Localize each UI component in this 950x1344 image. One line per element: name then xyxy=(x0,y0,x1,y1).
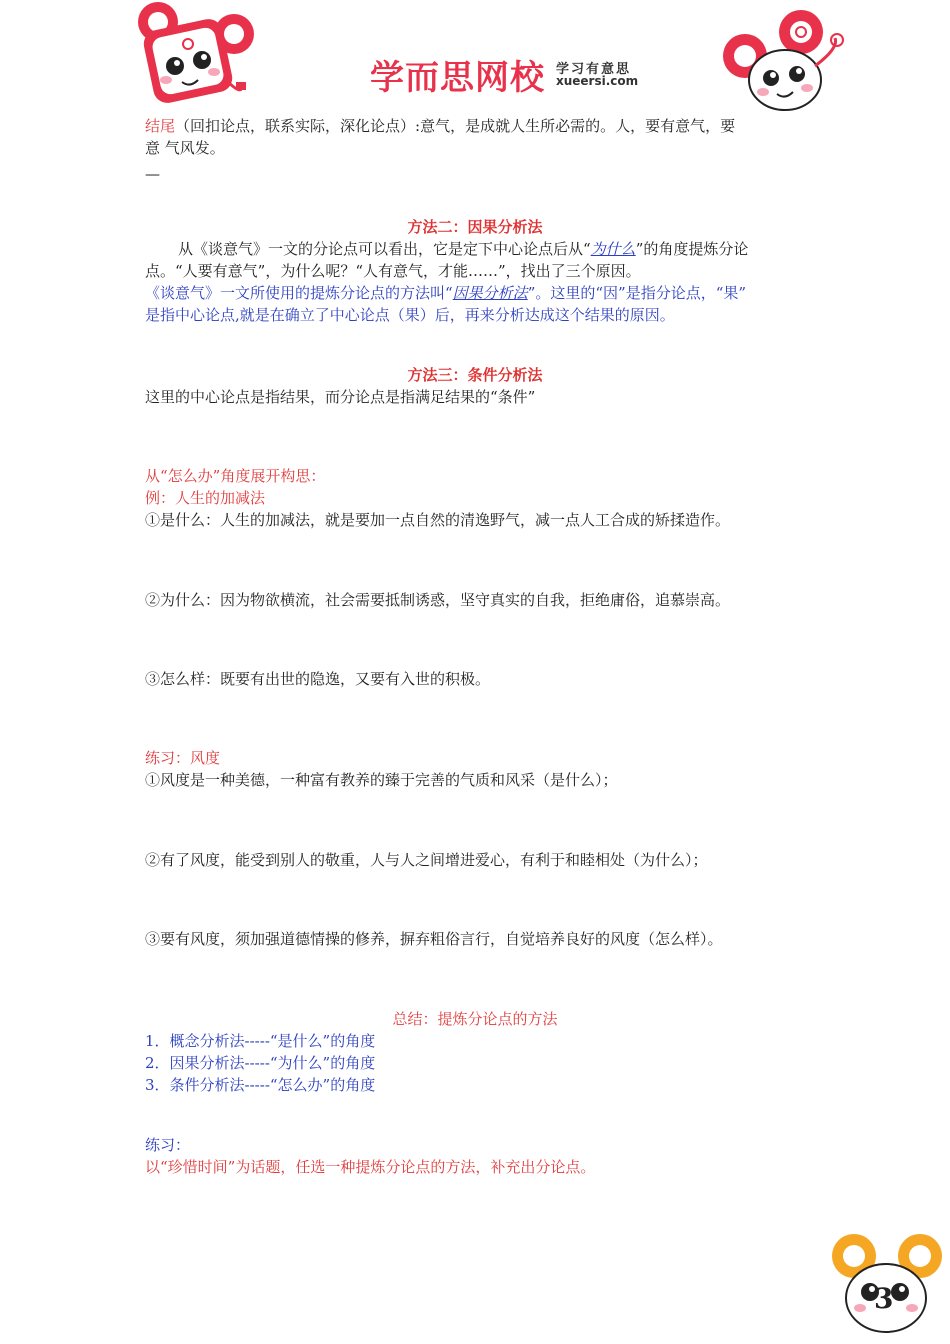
ending-line-2: 意 气风发。 xyxy=(145,139,225,157)
mascot-left-icon xyxy=(130,0,260,110)
practice2-title: 练习： xyxy=(145,1136,191,1154)
example-title: 例：人生的加减法 xyxy=(145,489,266,507)
method2-p3-text-b: ”。这里的“因”是指分论点，“果” xyxy=(527,284,747,302)
method2-paragraph-2: 点。“人要有意气”，为什么呢？“人有意气，才能……”，找出了三个原因。 xyxy=(145,262,641,280)
method3-heading: 方法三：条件分析法 xyxy=(407,366,543,384)
method2-heading: 方法二：因果分析法 xyxy=(407,218,543,236)
ending-line-1 xyxy=(145,115,735,137)
practice1-item-2: ②有了风度，能受到别人的敬重，人与人之间增进爱心，有利于和睦相处（为什么）； xyxy=(145,851,708,869)
method3-paragraph-1: 这里的中心论点是指结果，而分论点是指满足结果的“条件” xyxy=(145,388,536,406)
mascot-right-icon xyxy=(715,8,855,118)
brand-logo-text: 学而思网校 xyxy=(370,58,545,98)
method2-p1-emphasis: 为什么 xyxy=(590,240,636,258)
summary-heading: 总结：提炼分论点的方法 xyxy=(392,1010,558,1028)
example-lead: 从“怎么办”角度展开构思： xyxy=(145,467,326,485)
summary-item-3: 3．条件分析法-----“怎么办”的角度 xyxy=(145,1076,376,1094)
page-number: 3 xyxy=(874,1282,894,1315)
brand-url: xueersi.com xyxy=(556,74,639,88)
summary-item-1: 1．概念分析法-----“是什么”的角度 xyxy=(145,1032,376,1050)
practice1-title: 练习：风度 xyxy=(145,749,221,767)
practice1-item-3: ③要有风度，须加强道德情操的修养，摒弃粗俗言行，自觉培养良好的风度（怎么样）。 xyxy=(145,930,723,948)
method2-p3-text-a: 《谈意气》一文所使用的提炼分论点的方法叫“ xyxy=(145,284,453,302)
practice2-task: 以“珍惜时间”为话题，任选一种提炼分论点的方法，补充出分论点。 xyxy=(145,1158,596,1176)
summary-item-2: 2．因果分析法-----“为什么”的角度 xyxy=(145,1054,376,1072)
ending-text-1: （回扣论点，联系实际，深化论点）:意气，是成就人生所必需的。人，要有意气，要 xyxy=(175,117,736,135)
method2-p1-text-a: 从《谈意气》一文的分论点可以看出，它是定下中心论点后从“ xyxy=(178,240,591,258)
practice1-item-1: ①风度是一种美德，一种富有教养的臻于完善的气质和风采（是什么）； xyxy=(145,771,618,789)
method2-paragraph-3 xyxy=(145,282,746,304)
ending-label: 结尾 xyxy=(145,117,176,135)
dash-mark: — xyxy=(145,165,160,183)
example-item-1: ①是什么：人生的加减法，就是要加一点自然的清逸野气，减一点人工合成的矫揉造作。 xyxy=(145,511,731,529)
brand-slogan: 学习有意思 xyxy=(556,62,632,77)
method2-p3-emphasis: 因果分析法 xyxy=(452,284,528,302)
method2-p1-text-b: ”的角度提炼分论 xyxy=(635,240,749,258)
method2-paragraph-1 xyxy=(178,238,748,260)
example-item-2: ②为什么：因为物欲横流，社会需要抵制诱惑，坚守真实的自我，拒绝庸俗，追慕崇高。 xyxy=(145,591,731,609)
example-item-3: ③怎么样：既要有出世的隐逸，又要有入世的积极。 xyxy=(145,670,491,688)
method2-paragraph-4: 是指中心论点,就是在确立了中心论点（果）后，再来分析达成这个结果的原因。 xyxy=(145,306,675,324)
